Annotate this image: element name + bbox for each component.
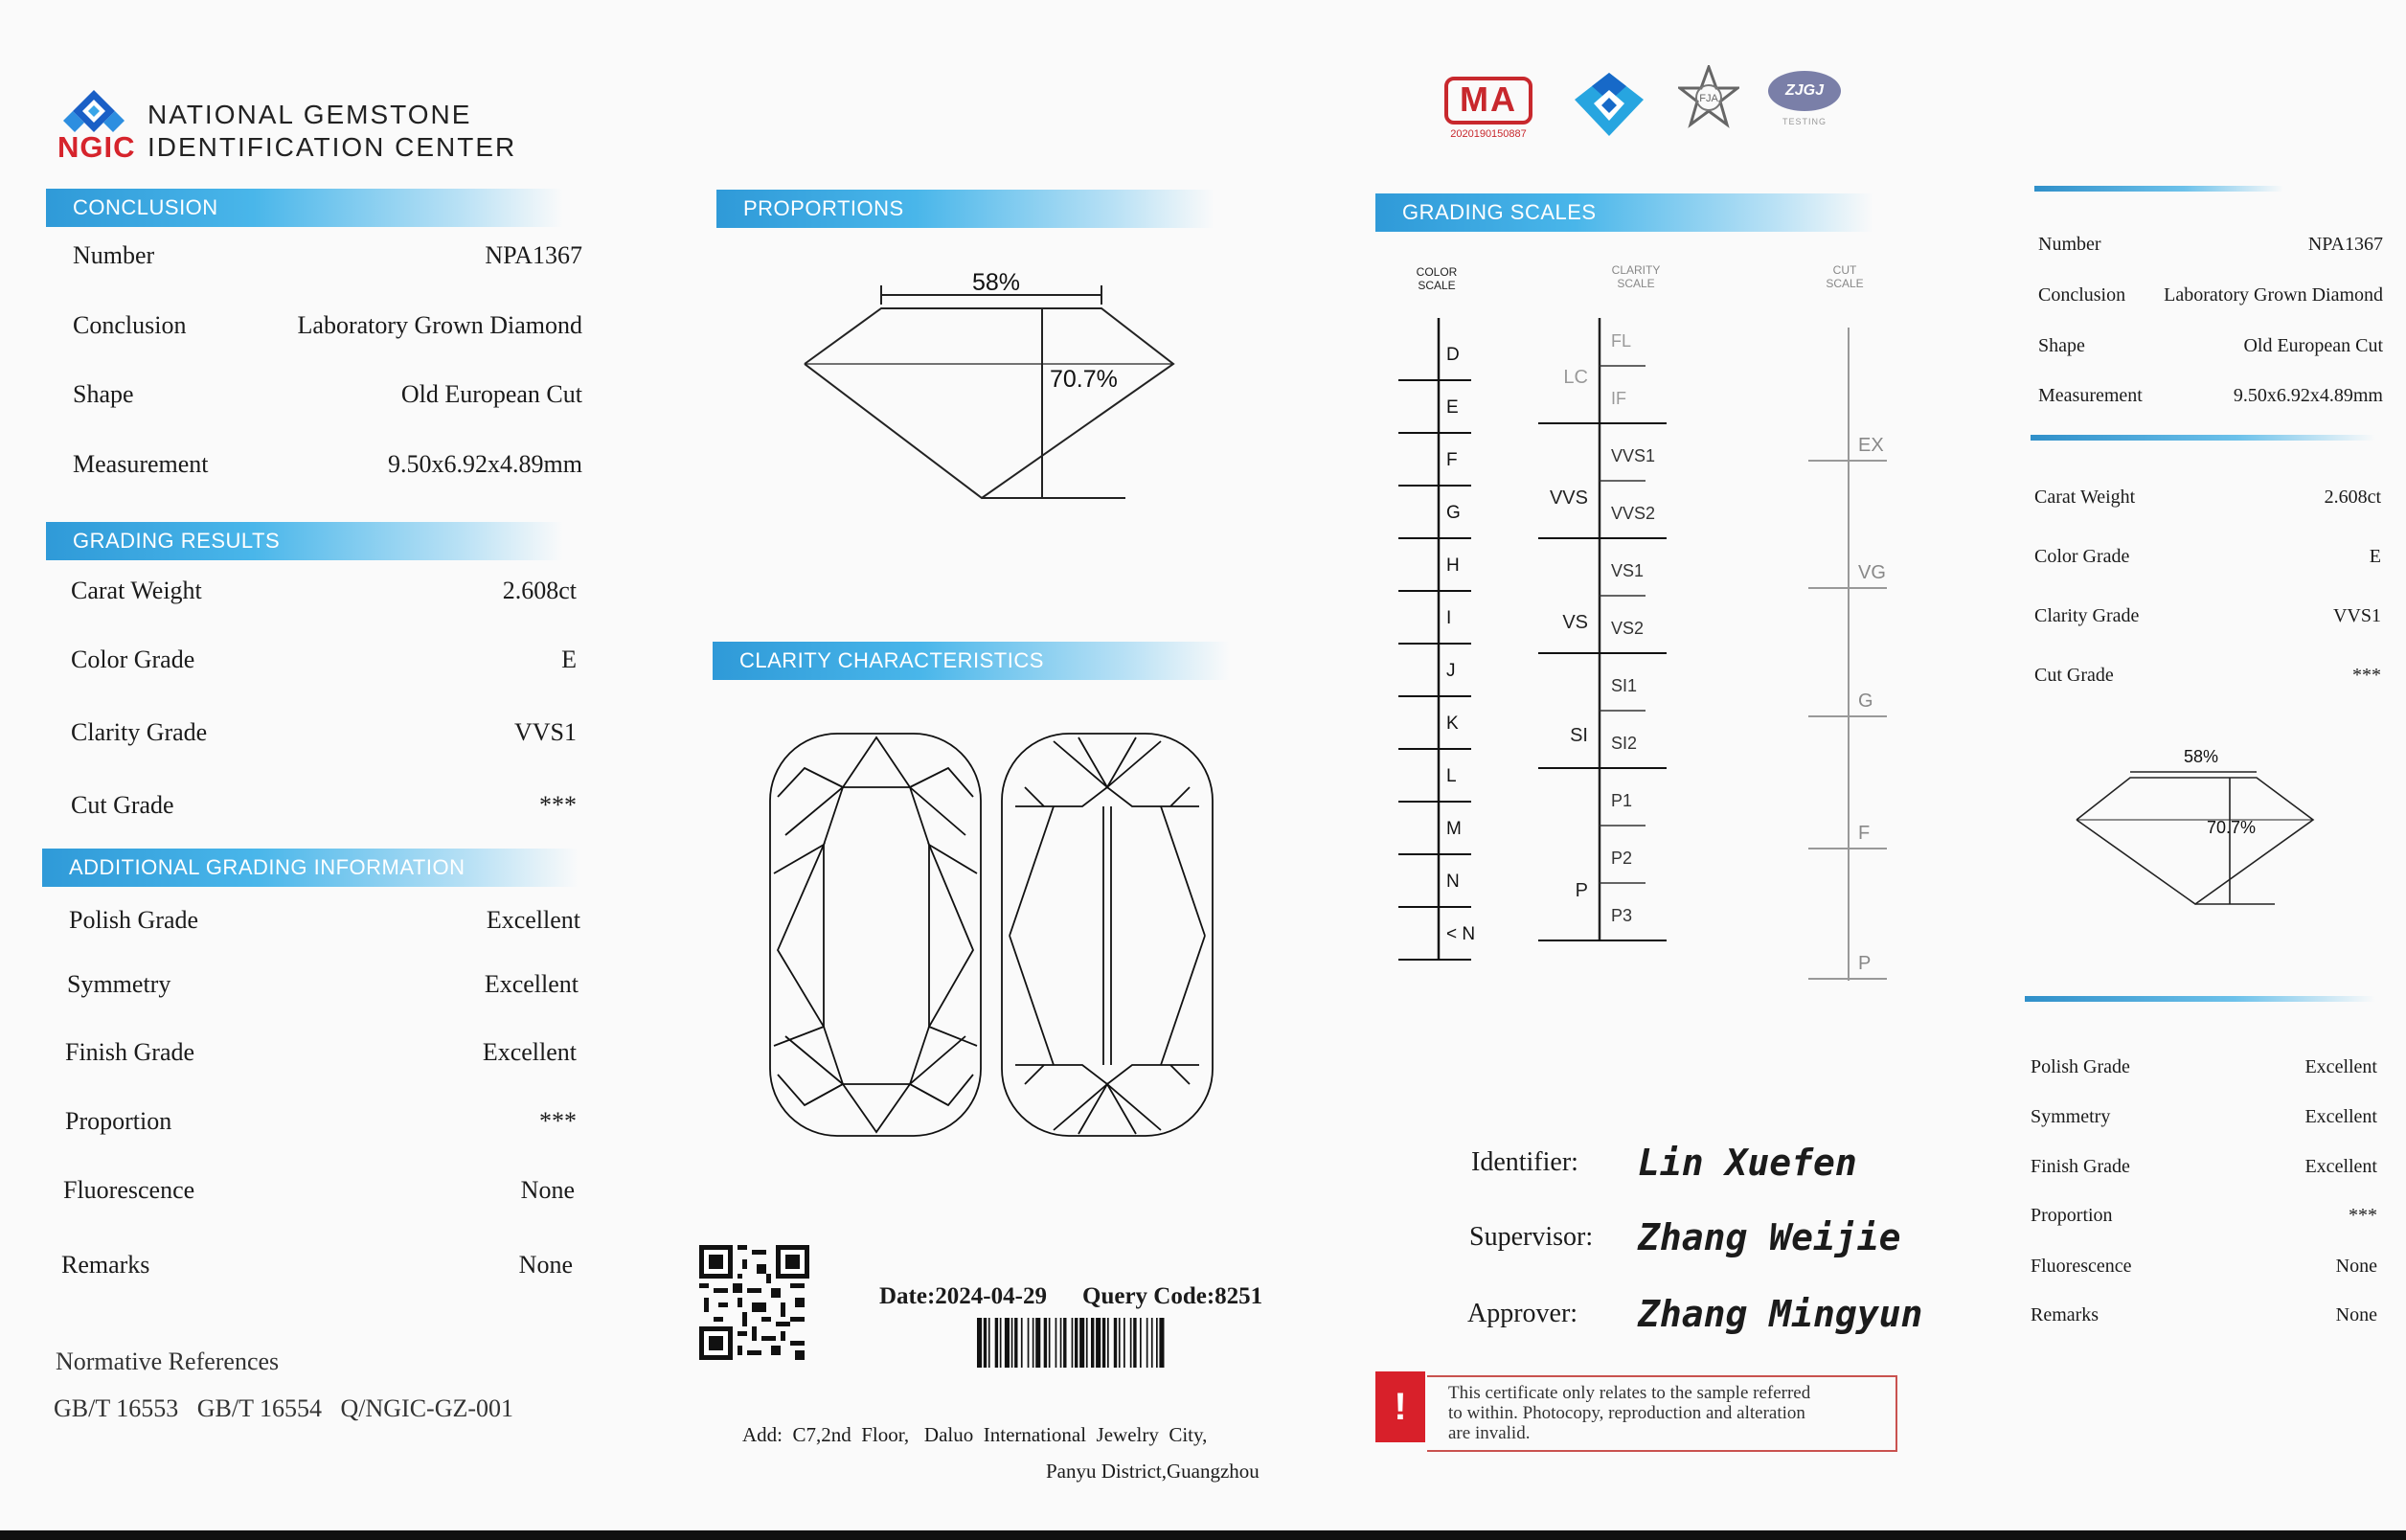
color-grade-label: L xyxy=(1446,766,1457,786)
color-grade-label: < N xyxy=(1446,924,1476,944)
cut-grade-label: P xyxy=(1858,953,1872,974)
summary-identity-row xyxy=(2038,234,2383,256)
clarity-scale-heading: SCALE xyxy=(1617,277,1655,290)
additional-row-label: Fluorescence xyxy=(63,1176,195,1204)
signature-name: Zhang Mingyun xyxy=(1638,1293,1923,1335)
grading-row-value: *** xyxy=(539,791,577,819)
barcode-bar xyxy=(1035,1318,1040,1368)
grading-row xyxy=(71,645,577,674)
disclaimer-text-2: to within. Photocopy, reproduction and alteration xyxy=(1448,1403,1805,1423)
clarity-grade-label: IF xyxy=(1611,389,1626,408)
barcode-bar xyxy=(1005,1318,1010,1368)
grading-row xyxy=(71,791,577,820)
barcode-bar xyxy=(1102,1318,1105,1368)
barcode-bar xyxy=(1107,1318,1109,1368)
summary-identity-row-label: Number xyxy=(2038,234,2101,255)
barcode-bar xyxy=(1133,1318,1136,1368)
address-line1: Add: C7,2nd Floor, Daluo International Jewelry City, xyxy=(742,1423,1208,1446)
testing-text: TESTING xyxy=(1782,117,1827,126)
summary-grading-row-value: E xyxy=(2369,546,2381,567)
color-scale-heading: COLOR xyxy=(1416,265,1458,279)
signature-name: Lin Xuefen xyxy=(1638,1142,1857,1184)
clarity-plot-diagram xyxy=(766,730,1226,1142)
color-grade-label: H xyxy=(1446,555,1460,576)
fja-text: FJA xyxy=(1699,93,1718,104)
grading-row-value: VVS1 xyxy=(513,718,577,746)
clarity-scale-heading: CLARITY xyxy=(1611,263,1661,277)
barcode-bar xyxy=(1028,1318,1030,1368)
summary-additional-row-value: Excellent xyxy=(2304,1156,2377,1177)
clarity-grade-label: VS1 xyxy=(1611,561,1645,580)
address-line2: Panyu District,Guangzhou xyxy=(1046,1460,1260,1483)
ngic-badge-icon xyxy=(1571,71,1647,138)
summary-additional-row-label: Polish Grade xyxy=(2031,1056,2130,1077)
fja-star-icon xyxy=(1678,65,1739,128)
summary-divider-1 xyxy=(2034,186,2283,192)
signature-name: Zhang Weijie xyxy=(1638,1216,1901,1258)
grading-scales-band: GRADING SCALES xyxy=(1375,193,1873,232)
summary-additional-row-value: Excellent xyxy=(2304,1056,2377,1077)
signature-label: Identifier: xyxy=(1471,1147,1578,1177)
grading-row xyxy=(71,577,577,605)
barcode-bar xyxy=(1021,1318,1023,1368)
summary-additional-row xyxy=(2031,1056,2377,1078)
additional-row-value: None xyxy=(518,1251,573,1279)
cma-mark: MA xyxy=(1444,77,1532,125)
barcode-bar xyxy=(1086,1318,1088,1368)
barcode-bar xyxy=(1044,1318,1047,1368)
depth-percent-label: 70.7% xyxy=(1050,366,1118,393)
signature-label: Supervisor: xyxy=(1469,1222,1594,1252)
page-bottom-edge xyxy=(0,1530,2406,1540)
qr-code[interactable] xyxy=(699,1245,809,1360)
issue-date: Date:2024-04-29 xyxy=(879,1283,1047,1309)
clarity-grade-label: VVS1 xyxy=(1611,446,1656,465)
summary-additional-row-label: Remarks xyxy=(2031,1304,2100,1325)
barcode-bar xyxy=(1140,1318,1142,1368)
grading-row-label: Color Grade xyxy=(71,645,195,673)
grading-results-band: GRADING RESULTS xyxy=(46,522,563,560)
summary-additional-row-label: Symmetry xyxy=(2031,1106,2111,1127)
grading-scales-diagram xyxy=(1379,251,1916,998)
clarity-grade-label: P2 xyxy=(1611,849,1633,868)
summary-grading-row xyxy=(2034,487,2381,509)
conclusion-row-value: NPA1367 xyxy=(485,241,582,269)
barcode-bar xyxy=(1146,1318,1148,1368)
additional-row xyxy=(69,906,580,935)
additional-row-value: Excellent xyxy=(486,906,580,934)
clarity-grade-label: SI2 xyxy=(1611,734,1638,753)
clarity-grade-label: FL xyxy=(1611,331,1632,351)
conclusion-row-value: Laboratory Grown Diamond xyxy=(297,311,582,339)
cut-grade-label: EX xyxy=(1858,435,1884,456)
conclusion-row xyxy=(73,380,582,409)
conclusion-row-label: Measurement xyxy=(73,450,209,478)
additional-row xyxy=(61,1251,573,1280)
color-grade-label: F xyxy=(1446,450,1458,470)
summary-grading-row-value: VVS1 xyxy=(2332,605,2381,626)
clarity-grade-label: VS2 xyxy=(1611,619,1645,638)
additional-row-label: Proportion xyxy=(65,1107,172,1135)
summary-identity-row-value: 9.50x6.92x4.89mm xyxy=(2233,385,2383,406)
clarity-group-label: VS xyxy=(1562,612,1588,633)
disclaimer xyxy=(1375,1370,1897,1452)
conclusion-row xyxy=(73,450,582,479)
grading-row-value: E xyxy=(561,645,577,673)
summary-additional-row-label: Finish Grade xyxy=(2031,1156,2130,1177)
clarity-group-label: SI xyxy=(1570,725,1588,746)
barcode-bar xyxy=(1159,1318,1164,1368)
conclusion-row xyxy=(73,311,582,340)
summary-additional-row-label: Fluorescence xyxy=(2031,1256,2132,1277)
summary-additional-row xyxy=(2031,1205,2377,1227)
additional-row-label: Finish Grade xyxy=(65,1038,195,1066)
barcode-bar xyxy=(1114,1318,1117,1368)
summary-identity-row-value: Old European Cut xyxy=(2243,335,2383,356)
summary-grading-row-value: *** xyxy=(2352,665,2381,686)
additional-row-value: Excellent xyxy=(484,970,579,998)
color-grade-label: I xyxy=(1446,608,1452,628)
cut-scale-heading: CUT xyxy=(1832,263,1857,277)
barcode-bar xyxy=(1156,1318,1158,1368)
clarity-grade-label: VVS2 xyxy=(1611,504,1656,523)
org-name-line1: NATIONAL GEMSTONE xyxy=(148,100,472,129)
summary-divider-3 xyxy=(2025,996,2375,1002)
normative-title: Normative References xyxy=(56,1348,280,1375)
cut-grade-label: VG xyxy=(1858,562,1886,583)
summary-additional-row-value: None xyxy=(2335,1304,2377,1325)
barcode-bar xyxy=(988,1318,990,1368)
summary-additional-row-value: *** xyxy=(2349,1205,2377,1226)
grading-row-label: Carat Weight xyxy=(71,577,202,604)
zjgj-mark: ZJGJ xyxy=(1768,71,1841,111)
color-grade-label: M xyxy=(1446,819,1462,839)
summary-identity-row xyxy=(2038,335,2383,357)
warning-icon: ! xyxy=(1375,1371,1425,1442)
summary-grading-row-value: 2.608ct xyxy=(2324,487,2381,508)
barcode-bar xyxy=(1075,1318,1078,1368)
summary-proportions-diagram xyxy=(2069,737,2327,910)
cut-grade-label: F xyxy=(1858,823,1871,844)
grading-row xyxy=(71,718,577,747)
cut-grade-label: G xyxy=(1858,691,1873,712)
proportions-band: PROPORTIONS xyxy=(716,190,1214,228)
clarity-group-label: VVS xyxy=(1549,487,1588,509)
summary-additional-row xyxy=(2031,1106,2377,1128)
barcode-bar xyxy=(1055,1318,1057,1368)
summary-grading-row-label: Carat Weight xyxy=(2034,487,2136,508)
summary-depth-percent: 70.7% xyxy=(2207,818,2257,837)
barcode-bar xyxy=(1151,1318,1153,1368)
additional-row-label: Polish Grade xyxy=(69,906,199,934)
summary-grading-row-label: Cut Grade xyxy=(2034,665,2114,686)
additional-row-value: Excellent xyxy=(482,1038,577,1066)
summary-grading-row xyxy=(2034,605,2381,627)
barcode-bar xyxy=(1130,1318,1132,1368)
clarity-grade-label: SI1 xyxy=(1611,676,1638,695)
disclaimer-text-3: are invalid. xyxy=(1448,1423,1531,1443)
color-grade-label: N xyxy=(1446,872,1460,892)
additional-grading-band: ADDITIONAL GRADING INFORMATION xyxy=(42,849,579,887)
org-name-line2: IDENTIFICATION CENTER xyxy=(148,132,517,162)
additional-row xyxy=(65,1038,577,1067)
summary-identity-row-value: NPA1367 xyxy=(2307,234,2383,255)
signature-label: Approver: xyxy=(1467,1299,1578,1328)
summary-identity-row-label: Shape xyxy=(2038,335,2085,356)
conclusion-row-label: Shape xyxy=(73,380,134,408)
clarity-grade-label: P1 xyxy=(1611,791,1633,810)
crown-view-outline xyxy=(770,734,981,1136)
cma-number: 2020190150887 xyxy=(1450,128,1527,140)
summary-identity-row xyxy=(2038,385,2383,407)
cma-logo xyxy=(1444,77,1532,140)
conclusion-row-label: Conclusion xyxy=(73,311,187,339)
summary-table-percent: 58% xyxy=(2183,747,2219,766)
clarity-characteristics-band: CLARITY CHARACTERISTICS xyxy=(713,642,1230,680)
additional-row xyxy=(67,970,579,999)
summary-grading-row-label: Clarity Grade xyxy=(2034,605,2140,626)
zjgj-logo xyxy=(1768,71,1841,126)
color-scale-heading: SCALE xyxy=(1418,279,1456,292)
query-code: Query Code:8251 xyxy=(1082,1283,1263,1309)
clarity-group-label: LC xyxy=(1563,367,1588,388)
summary-additional-row-value: None xyxy=(2335,1256,2377,1277)
summary-additional-row xyxy=(2031,1256,2377,1278)
additional-row-value: None xyxy=(520,1176,575,1204)
summary-identity-row xyxy=(2038,284,2383,306)
barcode-bar xyxy=(1033,1318,1034,1368)
summary-divider-2 xyxy=(2031,435,2375,441)
barcode-bar xyxy=(1049,1318,1051,1368)
additional-row-label: Symmetry xyxy=(67,970,171,998)
conclusion-row xyxy=(73,241,582,270)
clarity-grade-label: P3 xyxy=(1611,906,1633,925)
additional-row-label: Remarks xyxy=(61,1251,150,1279)
summary-grading-row-label: Color Grade xyxy=(2034,546,2130,567)
color-grade-label: G xyxy=(1446,503,1461,523)
additional-row xyxy=(63,1176,575,1205)
color-grade-label: E xyxy=(1446,397,1459,418)
barcode xyxy=(975,1318,1262,1368)
barcode-bar xyxy=(995,1318,998,1368)
barcode-bar xyxy=(984,1318,987,1368)
summary-identity-row-value: Laboratory Grown Diamond xyxy=(2164,284,2383,306)
summary-additional-row xyxy=(2031,1156,2377,1178)
summary-grading-row xyxy=(2034,665,2381,687)
barcode-bar xyxy=(1096,1318,1101,1368)
barcode-bar xyxy=(1000,1318,1002,1368)
barcode-bar xyxy=(1072,1318,1074,1368)
cut-scale-heading: SCALE xyxy=(1826,277,1864,290)
barcode-bar xyxy=(977,1318,982,1368)
summary-grading-row xyxy=(2034,546,2381,568)
color-grade-label: D xyxy=(1446,345,1460,365)
disclaimer-text-1: This certificate only relates to the sample referred xyxy=(1448,1383,1811,1403)
summary-identity-row-label: Conclusion xyxy=(2038,284,2126,306)
color-grade-label: K xyxy=(1446,713,1459,734)
grading-row-label: Cut Grade xyxy=(71,791,174,819)
conclusion-band: CONCLUSION xyxy=(46,189,563,227)
normative-refs: GB/T 16553 GB/T 16554 Q/NGIC-GZ-001 xyxy=(54,1394,514,1422)
grading-row-value: 2.608ct xyxy=(502,577,577,604)
additional-row xyxy=(65,1107,577,1136)
barcode-bar xyxy=(1119,1318,1121,1368)
barcode-bar xyxy=(1060,1318,1062,1368)
grading-row-label: Clarity Grade xyxy=(71,718,208,746)
summary-additional-row-label: Proportion xyxy=(2031,1205,2113,1226)
conclusion-row-label: Number xyxy=(73,241,155,269)
barcode-bar xyxy=(1091,1318,1094,1368)
color-grade-label: J xyxy=(1446,661,1456,681)
barcode-bar xyxy=(1063,1318,1066,1368)
summary-identity-row-label: Measurement xyxy=(2038,385,2143,406)
clarity-group-label: P xyxy=(1575,880,1588,901)
barcode-bar xyxy=(1014,1318,1017,1368)
proportions-diagram xyxy=(785,259,1188,517)
fja-logo xyxy=(1678,65,1739,128)
barcode-bar xyxy=(1124,1318,1125,1368)
barcode-bar xyxy=(1079,1318,1084,1368)
ngic-abbr: NGIC xyxy=(57,130,136,164)
conclusion-row-value: Old European Cut xyxy=(400,380,582,408)
summary-additional-row-value: Excellent xyxy=(2304,1106,2377,1127)
additional-row-value: *** xyxy=(539,1107,577,1135)
barcode-bar xyxy=(1011,1318,1013,1368)
table-percent-label: 58% xyxy=(971,269,1021,296)
conclusion-row-value: 9.50x6.92x4.89mm xyxy=(388,450,582,478)
summary-additional-row xyxy=(2031,1304,2377,1326)
